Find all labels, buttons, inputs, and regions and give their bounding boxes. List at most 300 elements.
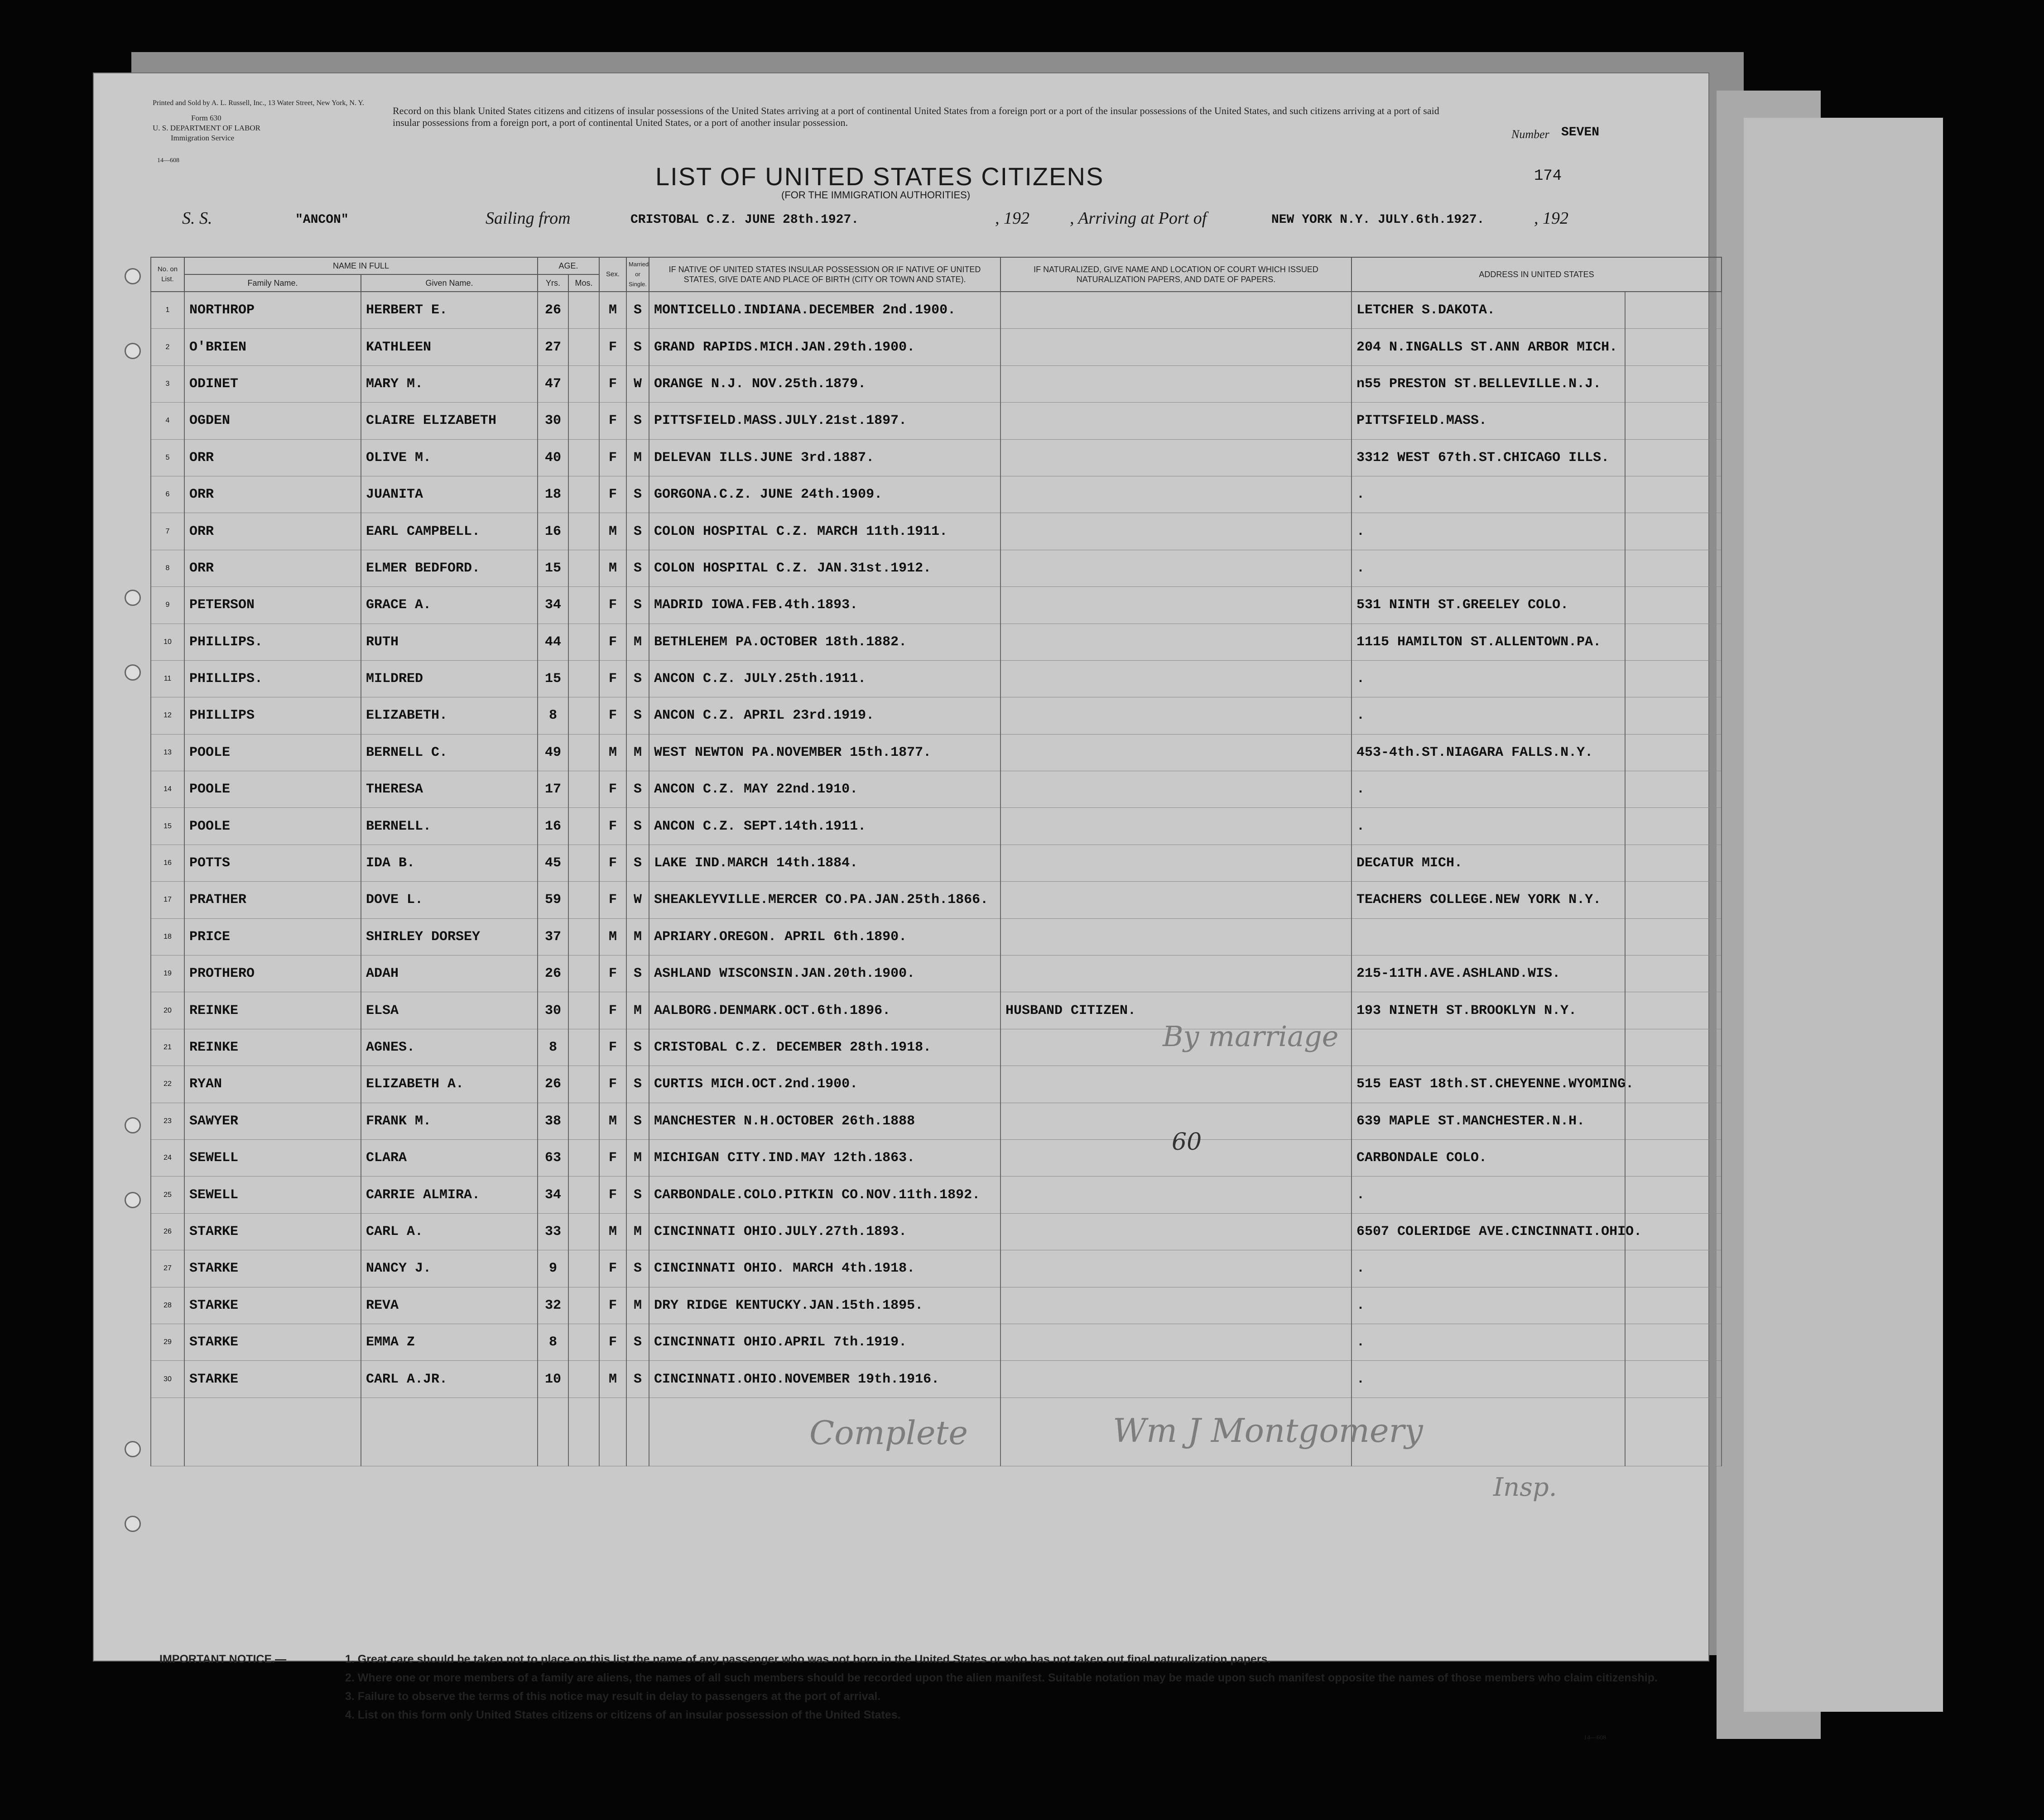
form-title: LIST OF UNITED STATES CITIZENS <box>655 162 1104 191</box>
row-number: 24 <box>151 1139 184 1176</box>
row-number: 18 <box>151 918 184 955</box>
table-row <box>151 439 1722 476</box>
age-months <box>568 292 599 329</box>
naturalization <box>1000 660 1351 697</box>
given-name: FRANK M. <box>361 1103 538 1139</box>
age-months <box>568 624 599 660</box>
row-number: 27 <box>151 1250 184 1287</box>
age-months <box>568 513 599 550</box>
age-years: 8 <box>538 1029 568 1066</box>
marital-status: W <box>626 882 649 918</box>
birth-place-date: MONTICELLO.INDIANA.DECEMBER 2nd.1900. <box>649 292 1000 329</box>
given-name: RUTH <box>361 624 538 660</box>
table-row <box>151 660 1722 697</box>
family-name: POOLE <box>184 771 361 808</box>
address: . <box>1351 660 1625 697</box>
address: . <box>1351 476 1625 513</box>
naturalization <box>1000 513 1351 550</box>
address-extra <box>1625 403 1722 439</box>
marital-status: S <box>626 1066 649 1103</box>
address-extra <box>1625 1324 1722 1360</box>
row-number: 8 <box>151 550 184 586</box>
row-number: 28 <box>151 1287 184 1324</box>
address: . <box>1351 697 1625 734</box>
page-number: 174 <box>1534 168 1562 185</box>
binder-hole <box>125 664 141 681</box>
address-extra <box>1625 660 1722 697</box>
address-extra <box>1625 1066 1722 1103</box>
address <box>1351 918 1625 955</box>
row-number: 26 <box>151 1213 184 1250</box>
given-name: ELMER BEDFORD. <box>361 550 538 586</box>
family-name: NORTHROP <box>184 292 361 329</box>
age-months <box>568 1177 599 1213</box>
age-years: 8 <box>538 1324 568 1360</box>
age-months <box>568 1139 599 1176</box>
family-name: ODINET <box>184 365 361 402</box>
naturalization <box>1000 550 1351 586</box>
birth-place-date: DRY RIDGE KENTUCKY.JAN.15th.1895. <box>649 1287 1000 1324</box>
table-row <box>151 697 1722 734</box>
marital-status: S <box>626 1250 649 1287</box>
number-label: Number <box>1511 128 1549 141</box>
sex: F <box>599 1066 626 1103</box>
given-name: BERNELL. <box>361 808 538 845</box>
address: 6507 COLERIDGE AVE.CINCINNATI.OHIO. <box>1351 1213 1625 1250</box>
sex: F <box>599 956 626 992</box>
table-row <box>151 1361 1722 1397</box>
notice-item: 2. Where one or more members of a family are aliens, the names of all such members should be recorded upon the alien manifest. Suitable notation may be made upon such manifest opposite the names of those members who claim citizenship. <box>345 1671 1658 1684</box>
binder-hole <box>125 1117 141 1133</box>
table-row <box>151 1287 1722 1324</box>
age-years: 47 <box>538 365 568 402</box>
marital-status: S <box>626 403 649 439</box>
given-name: THERESA <box>361 771 538 808</box>
age-years: 30 <box>538 992 568 1029</box>
marital-status: M <box>626 1139 649 1176</box>
naturalization <box>1000 1213 1351 1250</box>
age-months <box>568 956 599 992</box>
row-number: 19 <box>151 956 184 992</box>
birth-place-date: COLON HOSPITAL C.Z. JAN.31st.1912. <box>649 550 1000 586</box>
age-months <box>568 1066 599 1103</box>
family-name: POTTS <box>184 845 361 881</box>
given-name: GRACE A. <box>361 587 538 624</box>
family-name: RYAN <box>184 1066 361 1103</box>
marital-status: S <box>626 1029 649 1066</box>
birth-place-date: ANCON C.Z. APRIL 23rd.1919. <box>649 697 1000 734</box>
important-notice <box>159 1652 1745 1723</box>
age-months <box>568 1213 599 1250</box>
family-name: STARKE <box>184 1361 361 1397</box>
naturalization <box>1000 403 1351 439</box>
age-years: 26 <box>538 956 568 992</box>
address: . <box>1351 808 1625 845</box>
row-number: 29 <box>151 1324 184 1360</box>
birth-place-date: SHEAKLEYVILLE.MERCER CO.PA.JAN.25th.1866. <box>649 882 1000 918</box>
birth-place-date: CINCINNATI OHIO.APRIL 7th.1919. <box>649 1324 1000 1360</box>
notice-item: 3. Failure to observe the terms of this notice may result in delay to passengers at the port of arrival. <box>345 1690 881 1703</box>
given-name: ELSA <box>361 992 538 1029</box>
birth-place-date: APRIARY.OREGON. APRIL 6th.1890. <box>649 918 1000 955</box>
col-address: ADDRESS IN UNITED STATES <box>1351 257 1722 292</box>
marital-status: M <box>626 624 649 660</box>
birth-place-date: MADRID IOWA.FEB.4th.1893. <box>649 587 1000 624</box>
family-name: PRICE <box>184 918 361 955</box>
birth-place-date: GORGONA.C.Z. JUNE 24th.1909. <box>649 476 1000 513</box>
birth-place-date: COLON HOSPITAL C.Z. MARCH 11th.1911. <box>649 513 1000 550</box>
marital-status: S <box>626 292 649 329</box>
address-extra <box>1625 697 1722 734</box>
address: . <box>1351 1250 1625 1287</box>
marital-status: S <box>626 329 649 365</box>
address: . <box>1351 550 1625 586</box>
address-extra <box>1625 882 1722 918</box>
naturalization <box>1000 365 1351 402</box>
birth-place-date: ANCON C.Z. MAY 22nd.1910. <box>649 771 1000 808</box>
marital-status: W <box>626 365 649 402</box>
family-name: PHILLIPS. <box>184 660 361 697</box>
family-name: SAWYER <box>184 1103 361 1139</box>
row-number: 6 <box>151 476 184 513</box>
arriving-value: NEW YORK N.Y. JULY.6th.1927. <box>1271 213 1485 227</box>
age-years: 15 <box>538 660 568 697</box>
family-name: REINKE <box>184 1029 361 1066</box>
marital-status: S <box>626 587 649 624</box>
address-extra <box>1625 1029 1722 1066</box>
address: 215-11TH.AVE.ASHLAND.WIS. <box>1351 956 1625 992</box>
row-number: 1 <box>151 292 184 329</box>
family-name: STARKE <box>184 1324 361 1360</box>
age-years: 16 <box>538 513 568 550</box>
marital-status: S <box>626 1103 649 1139</box>
age-months <box>568 365 599 402</box>
address-extra <box>1625 439 1722 476</box>
form-subtitle: (FOR THE IMMIGRATION AUTHORITIES) <box>781 189 971 201</box>
given-name: JUANITA <box>361 476 538 513</box>
table-row <box>151 882 1722 918</box>
naturalization <box>1000 624 1351 660</box>
footer-code: 14—608 <box>1584 1734 1606 1741</box>
table-row <box>151 918 1722 955</box>
table-row <box>151 1139 1722 1176</box>
address-extra <box>1625 845 1722 881</box>
col-married: Married or Single. <box>626 257 649 292</box>
family-name: PHILLIPS <box>184 697 361 734</box>
naturalization <box>1000 1250 1351 1287</box>
naturalization <box>1000 329 1351 365</box>
handwritten-complete: Complete <box>809 1414 968 1452</box>
given-name: CARRIE ALMIRA. <box>361 1177 538 1213</box>
year-printed-1: , 192 <box>995 209 1029 228</box>
address: . <box>1351 513 1625 550</box>
table-row <box>151 365 1722 402</box>
address: . <box>1351 1177 1625 1213</box>
age-months <box>568 1250 599 1287</box>
row-number: 10 <box>151 624 184 660</box>
age-years: 30 <box>538 403 568 439</box>
table-row <box>151 1066 1722 1103</box>
col-birth: IF NATIVE OF UNITED STATES INSULAR POSSESSION OR IF NATIVE OF UNITED STATES, GIVE DATE AND PLACE OF BIRTH (CITY OR TOWN AND STATE). <box>649 257 1000 292</box>
birth-place-date: ASHLAND WISCONSIN.JAN.20th.1900. <box>649 956 1000 992</box>
table-row <box>151 1029 1722 1066</box>
family-name: POOLE <box>184 734 361 771</box>
family-name: PETERSON <box>184 587 361 624</box>
binder-hole <box>125 268 141 284</box>
address-extra <box>1625 1139 1722 1176</box>
given-name: MARY M. <box>361 365 538 402</box>
sex: M <box>599 1103 626 1139</box>
row-number: 25 <box>151 1177 184 1213</box>
birth-place-date: ORANGE N.J. NOV.25th.1879. <box>649 365 1000 402</box>
table-header <box>151 257 1722 292</box>
birth-place-date: CINCINNATI.OHIO.NOVEMBER 19th.1916. <box>649 1361 1000 1397</box>
family-name: STARKE <box>184 1250 361 1287</box>
table-row <box>151 403 1722 439</box>
naturalization <box>1000 587 1351 624</box>
row-number: 5 <box>151 439 184 476</box>
year-printed-2: , 192 <box>1534 209 1568 228</box>
table-row <box>151 1250 1722 1287</box>
sex: F <box>599 808 626 845</box>
table-row <box>151 550 1722 586</box>
sex: M <box>599 292 626 329</box>
age-years: 10 <box>538 1361 568 1397</box>
birth-place-date: DELEVAN ILLS.JUNE 3rd.1887. <box>649 439 1000 476</box>
arriving-label: , Arriving at Port of <box>1070 209 1207 228</box>
table-row <box>151 292 1722 329</box>
col-age: AGE. <box>538 257 599 274</box>
age-months <box>568 1324 599 1360</box>
row-number: 3 <box>151 365 184 402</box>
sex: M <box>599 550 626 586</box>
naturalization <box>1000 808 1351 845</box>
age-years: 9 <box>538 1250 568 1287</box>
instructions: Record on this blank United States citizens and citizens of insular possessions of the United States arriving at a port of continental United States from a foreign port or a port of the insular possessions of the United States, and such citizens arriving at a port of said insular possessions from a foreign port, a port of continental United States, or a port of another insular possession. <box>393 105 1439 128</box>
naturalization <box>1000 1361 1351 1397</box>
sex: F <box>599 660 626 697</box>
form-code: 14—608 <box>157 157 179 164</box>
family-name: POOLE <box>184 808 361 845</box>
sex: F <box>599 587 626 624</box>
sex: F <box>599 697 626 734</box>
sex: F <box>599 624 626 660</box>
age-months <box>568 1361 599 1397</box>
age-months <box>568 697 599 734</box>
row-number: 15 <box>151 808 184 845</box>
birth-place-date: GRAND RAPIDS.MICH.JAN.29th.1900. <box>649 329 1000 365</box>
birth-place-date: MICHIGAN CITY.IND.MAY 12th.1863. <box>649 1139 1000 1176</box>
address-extra <box>1625 365 1722 402</box>
marital-status: M <box>626 918 649 955</box>
row-number: 20 <box>151 992 184 1029</box>
sex: M <box>599 734 626 771</box>
marital-status: S <box>626 550 649 586</box>
address-extra <box>1625 550 1722 586</box>
family-name: ORR <box>184 476 361 513</box>
age-months <box>568 882 599 918</box>
row-number: 11 <box>151 660 184 697</box>
handwritten-number: 60 <box>1172 1128 1202 1156</box>
inspector-title: Insp. <box>1493 1473 1557 1502</box>
ship-name: "ANCON" <box>295 213 349 227</box>
sex: F <box>599 1029 626 1066</box>
family-name: ORR <box>184 550 361 586</box>
naturalization <box>1000 439 1351 476</box>
service: Immigration Service <box>171 134 235 142</box>
birth-place-date: ANCON C.Z. JULY.25th.1911. <box>649 660 1000 697</box>
given-name: AGNES. <box>361 1029 538 1066</box>
given-name: EARL CAMPBELL. <box>361 513 538 550</box>
marital-status: M <box>626 992 649 1029</box>
address: PITTSFIELD.MASS. <box>1351 403 1625 439</box>
row-number: 17 <box>151 882 184 918</box>
family-name: REINKE <box>184 992 361 1029</box>
address-extra <box>1625 992 1722 1029</box>
birth-place-date: CARBONDALE.COLO.PITKIN CO.NOV.11th.1892. <box>649 1177 1000 1213</box>
sex: M <box>599 1213 626 1250</box>
age-years: 40 <box>538 439 568 476</box>
age-years: 26 <box>538 292 568 329</box>
given-name: CLAIRE ELIZABETH <box>361 403 538 439</box>
given-name: HERBERT E. <box>361 292 538 329</box>
family-name: SEWELL <box>184 1177 361 1213</box>
naturalization <box>1000 292 1351 329</box>
naturalization <box>1000 1324 1351 1360</box>
address <box>1351 1029 1625 1066</box>
family-name: ORR <box>184 513 361 550</box>
given-name: CARL A.JR. <box>361 1361 538 1397</box>
family-name: O'BRIEN <box>184 329 361 365</box>
address: 1115 HAMILTON ST.ALLENTOWN.PA. <box>1351 624 1625 660</box>
table-row <box>151 845 1722 881</box>
address-extra <box>1625 771 1722 808</box>
family-name: SEWELL <box>184 1139 361 1176</box>
binder-hole <box>125 1192 141 1208</box>
address-extra <box>1625 918 1722 955</box>
given-name: IDA B. <box>361 845 538 881</box>
age-years: 15 <box>538 550 568 586</box>
naturalization <box>1000 734 1351 771</box>
address: . <box>1351 1361 1625 1397</box>
table-row <box>151 513 1722 550</box>
sex: F <box>599 403 626 439</box>
birth-place-date: PITTSFIELD.MASS.JULY.21st.1897. <box>649 403 1000 439</box>
naturalization <box>1000 1066 1351 1103</box>
age-months <box>568 1029 599 1066</box>
marital-status: S <box>626 697 649 734</box>
age-years: 16 <box>538 808 568 845</box>
binder-hole <box>125 1441 141 1457</box>
marital-status: S <box>626 956 649 992</box>
birth-place-date: CINCINNATI OHIO. MARCH 4th.1918. <box>649 1250 1000 1287</box>
printer-line: Printed and Sold by A. L. Russell, Inc., 13 Water Street, New York, N. Y. <box>153 99 364 107</box>
marital-status: S <box>626 1324 649 1360</box>
binder-hole <box>125 343 141 359</box>
binder-hole <box>125 590 141 606</box>
table-row <box>151 624 1722 660</box>
col-name-in-full: NAME IN FULL <box>184 257 538 274</box>
age-years: 32 <box>538 1287 568 1324</box>
handwritten-by-marriage: By marriage <box>1163 1020 1339 1053</box>
age-months <box>568 992 599 1029</box>
age-years: 59 <box>538 882 568 918</box>
table-row <box>151 1324 1722 1360</box>
naturalization <box>1000 956 1351 992</box>
col-yrs: Yrs. <box>538 274 568 292</box>
table-row <box>151 1103 1722 1139</box>
table-row <box>151 956 1722 992</box>
age-months <box>568 439 599 476</box>
address: 453-4th.ST.NIAGARA FALLS.N.Y. <box>1351 734 1625 771</box>
naturalization <box>1000 1287 1351 1324</box>
table-row <box>151 771 1722 808</box>
given-name: CLARA <box>361 1139 538 1176</box>
address: . <box>1351 771 1625 808</box>
sex: F <box>599 1287 626 1324</box>
col-naturalized: IF NATURALIZED, GIVE NAME AND LOCATION OF COURT WHICH ISSUED NATURALIZATION PAPERS, AND DATE OF PAPERS. <box>1000 257 1351 292</box>
row-number: 30 <box>151 1361 184 1397</box>
address-extra <box>1625 1250 1722 1287</box>
row-number: 4 <box>151 403 184 439</box>
marital-status: S <box>626 808 649 845</box>
naturalization <box>1000 845 1351 881</box>
birth-place-date: CURTIS MICH.OCT.2nd.1900. <box>649 1066 1000 1103</box>
table-row <box>151 1213 1722 1250</box>
family-name: OGDEN <box>184 403 361 439</box>
given-name: ELIZABETH. <box>361 697 538 734</box>
col-sex: Sex. <box>599 257 626 292</box>
given-name: ELIZABETH A. <box>361 1066 538 1103</box>
given-name: CARL A. <box>361 1213 538 1250</box>
age-years: 44 <box>538 624 568 660</box>
birth-place-date: CRISTOBAL C.Z. DECEMBER 28th.1918. <box>649 1029 1000 1066</box>
given-name: ADAH <box>361 956 538 992</box>
sex: F <box>599 365 626 402</box>
age-years: 34 <box>538 1177 568 1213</box>
sex: F <box>599 1139 626 1176</box>
given-name: BERNELL C. <box>361 734 538 771</box>
address-extra <box>1625 1177 1722 1213</box>
notice-label: IMPORTANT NOTICE.— <box>159 1653 287 1666</box>
given-name: MILDRED <box>361 660 538 697</box>
given-name: NANCY J. <box>361 1250 538 1287</box>
age-years: 33 <box>538 1213 568 1250</box>
given-name: REVA <box>361 1287 538 1324</box>
given-name: SHIRLEY DORSEY <box>361 918 538 955</box>
row-number: 22 <box>151 1066 184 1103</box>
birth-place-date: ANCON C.Z. SEPT.14th.1911. <box>649 808 1000 845</box>
age-months <box>568 329 599 365</box>
row-number: 16 <box>151 845 184 881</box>
sex: M <box>599 918 626 955</box>
row-number: 9 <box>151 587 184 624</box>
family-name: STARKE <box>184 1213 361 1250</box>
age-months <box>568 403 599 439</box>
naturalization <box>1000 476 1351 513</box>
naturalization: HUSBAND CITIZEN. <box>1000 992 1351 1029</box>
col-family: Family Name. <box>184 274 361 292</box>
number-value: SEVEN <box>1561 125 1600 139</box>
age-years: 34 <box>538 587 568 624</box>
age-years: 63 <box>538 1139 568 1176</box>
address: LETCHER S.DAKOTA. <box>1351 292 1625 329</box>
age-months <box>568 1287 599 1324</box>
marital-status: S <box>626 513 649 550</box>
marital-status: M <box>626 734 649 771</box>
form-number: Form 630 <box>191 114 221 122</box>
notice-item: 1. Great care should be taken not to place on this list the name of any passenger who was not born in the United States or who has not taken out final naturalization papers. <box>345 1653 1271 1666</box>
